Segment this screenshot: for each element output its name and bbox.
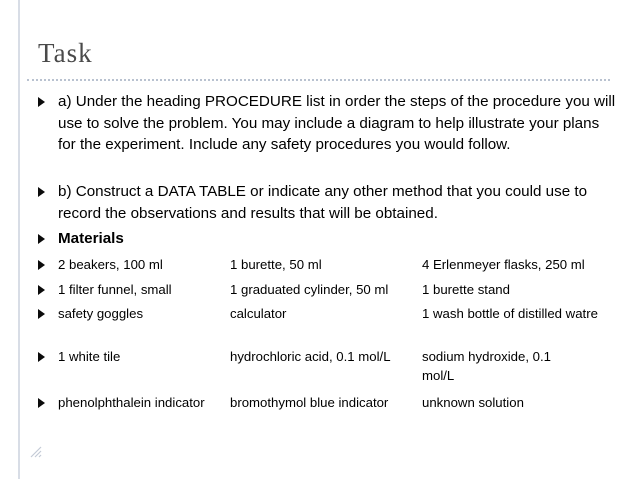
bullet-arrow-icon <box>38 398 45 408</box>
material-cell: 1 white tile <box>58 349 121 364</box>
material-cell: bromothymol blue indicator <box>230 395 389 410</box>
title-divider <box>27 79 610 81</box>
material-cell: 4 Erlenmeyer flasks, 250 ml <box>422 257 585 272</box>
slide-title: Task <box>38 38 93 68</box>
material-cell: 1 burette, 50 ml <box>230 257 322 272</box>
material-cell: safety goggles <box>58 306 144 321</box>
material-cell: 1 wash bottle of distilled watre <box>422 306 598 321</box>
material-cell: sodium hydroxide, 0.1 mol/L <box>422 349 552 383</box>
material-cell: hydrochloric acid, 0.1 mol/L <box>230 349 391 364</box>
material-cell: unknown solution <box>422 395 524 410</box>
bullet-arrow-icon <box>38 260 45 270</box>
task-a-text: a) Under the heading PROCEDURE list in order the steps of the procedure you will use to solve the problem. You may include a diagram to help illustrate your plans for the experiment. Include any safety procedures you would follow. <box>58 93 616 153</box>
material-cell: 1 graduated cylinder, 50 ml <box>230 282 389 297</box>
bullet-arrow-icon <box>38 187 45 197</box>
material-cell: phenolphthalein indicator <box>58 395 205 410</box>
material-cell: 2 beakers, 100 ml <box>58 257 163 272</box>
bullet-arrow-icon <box>38 285 45 295</box>
material-cell: 1 filter funnel, small <box>58 282 172 297</box>
slide-corner-mark-icon <box>30 446 42 458</box>
material-cell: 1 burette stand <box>422 282 510 297</box>
bullet-arrow-icon <box>38 97 45 107</box>
bullet-arrow-icon <box>38 309 45 319</box>
materials-heading: Materials <box>58 230 124 247</box>
material-cell: calculator <box>230 306 287 321</box>
task-b-text: b) Construct a DATA TABLE or indicate any other method that you could use to record the observations and results that will be obtained. <box>58 183 588 222</box>
left-accent-rule <box>18 0 20 479</box>
bullet-arrow-icon <box>38 234 45 244</box>
bullet-arrow-icon <box>38 352 45 362</box>
